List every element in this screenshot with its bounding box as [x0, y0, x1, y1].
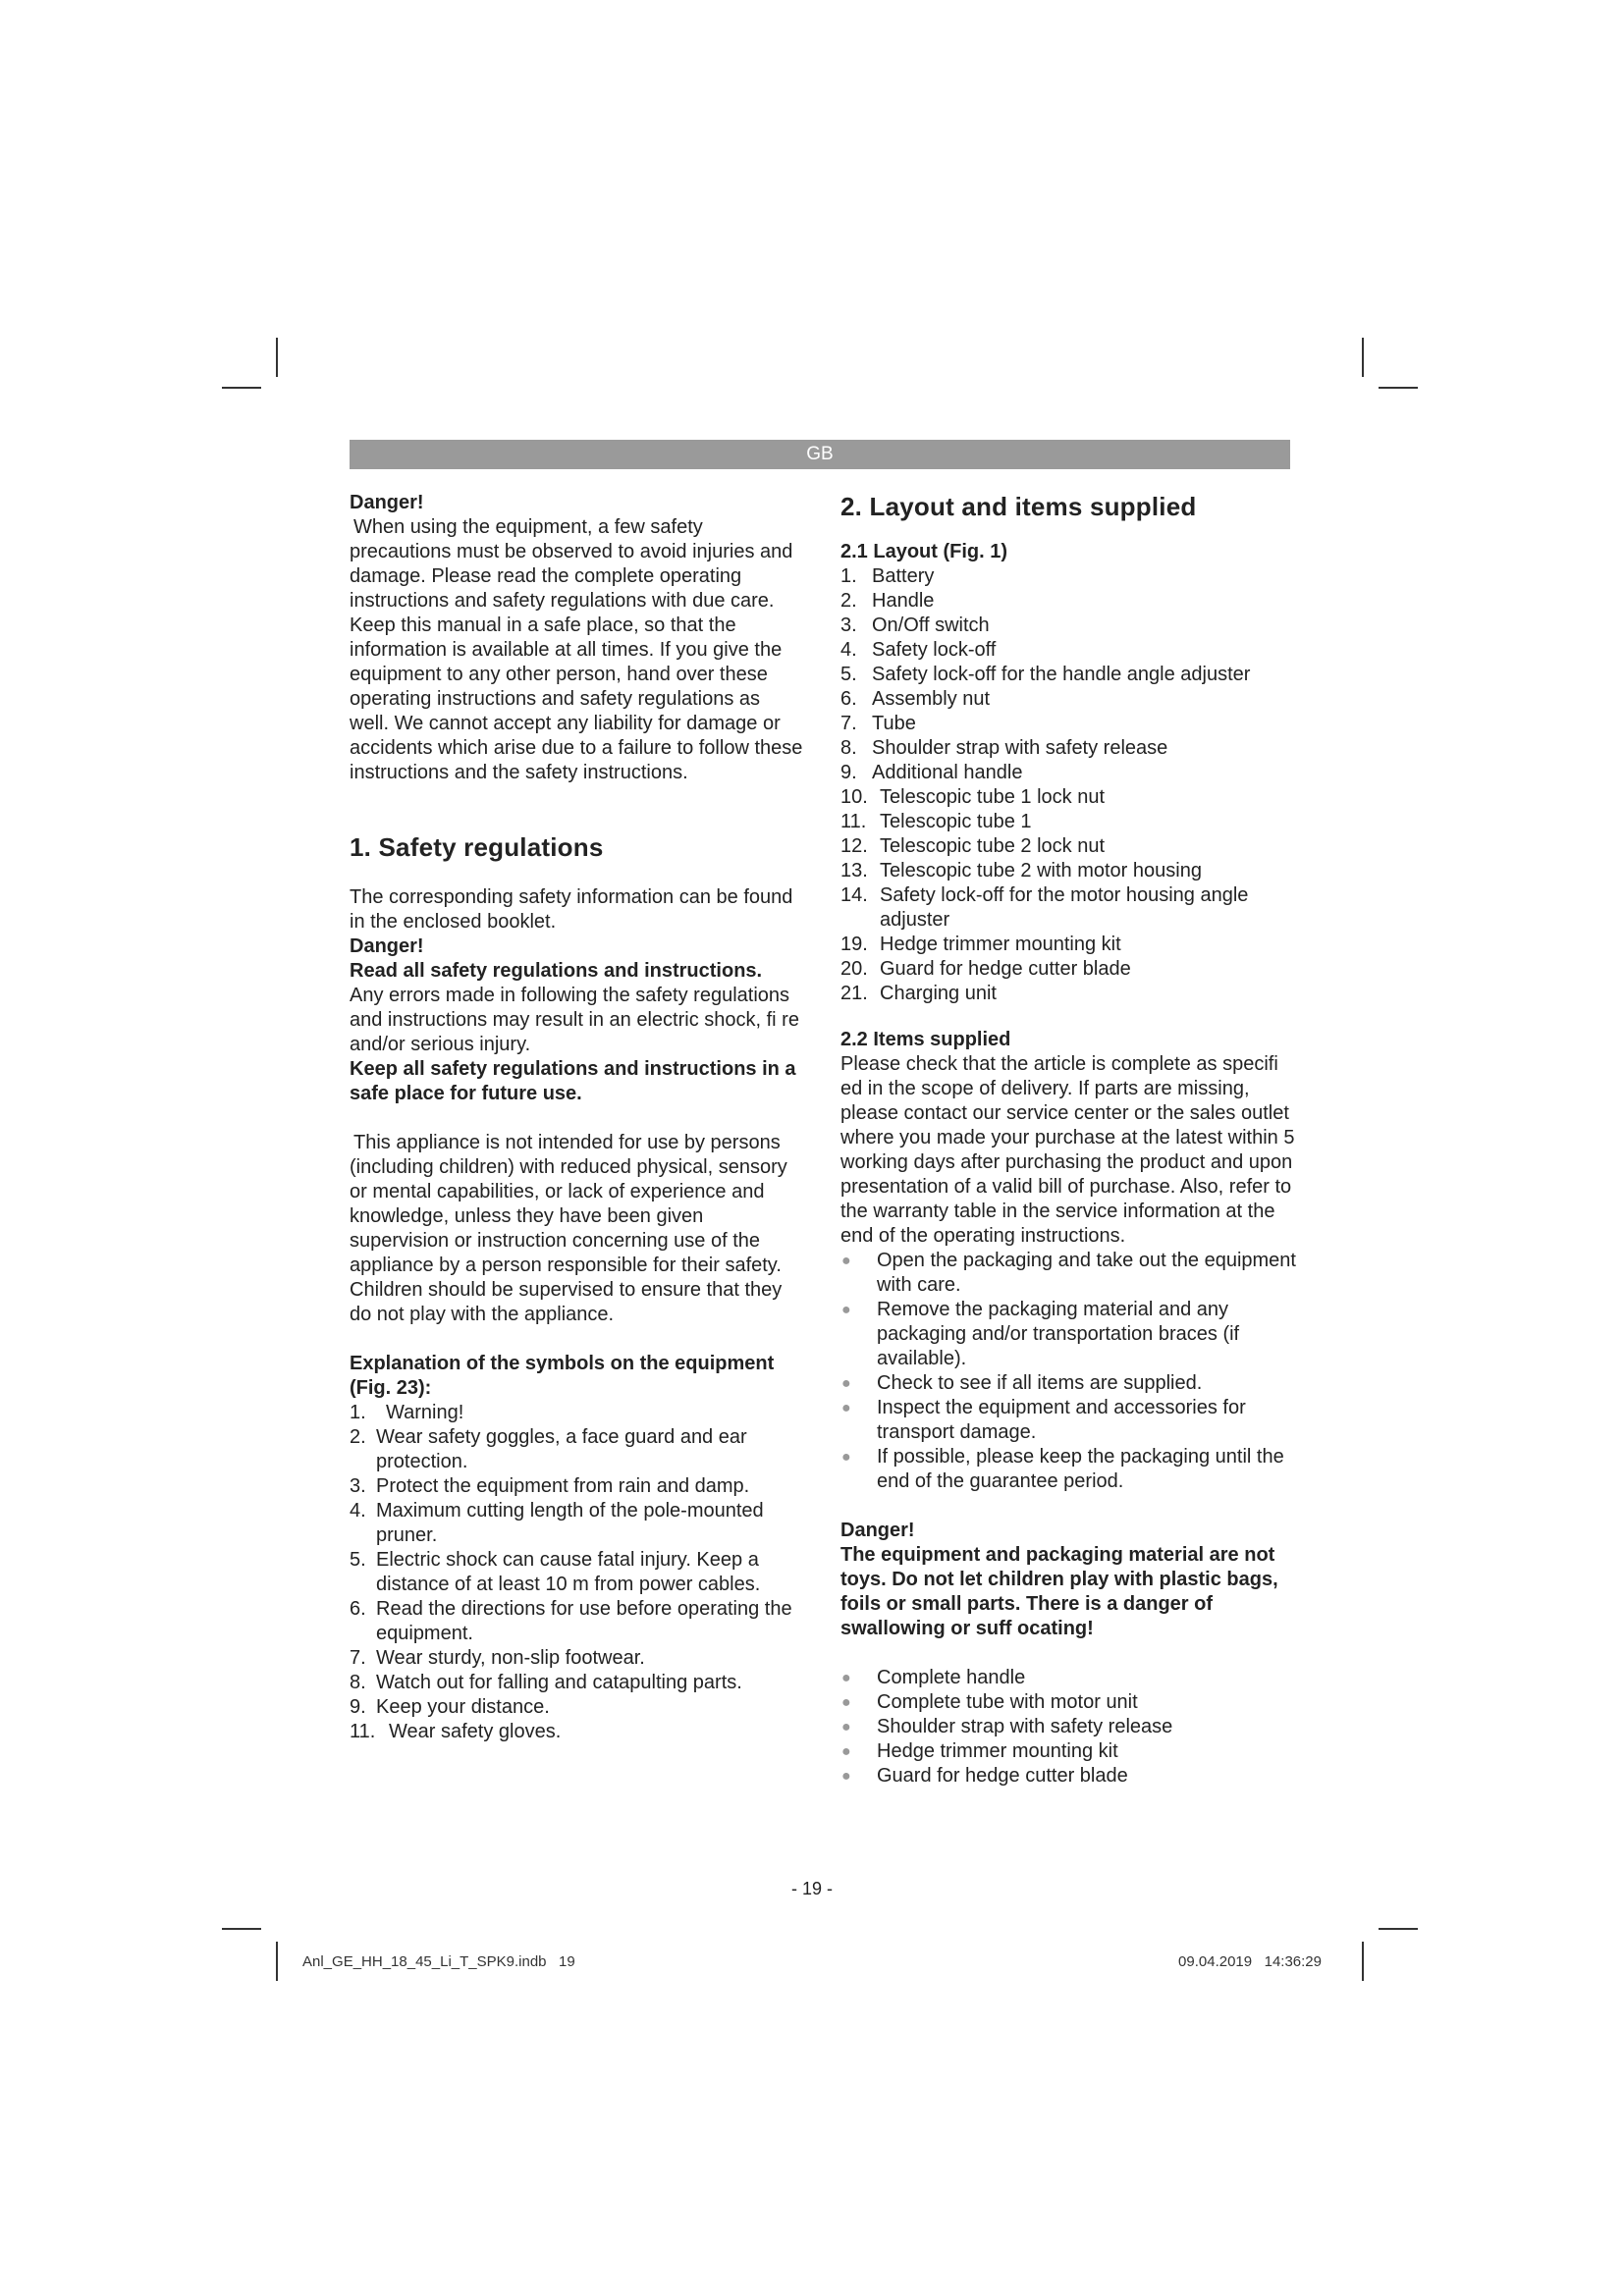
bullet-icon: ●: [841, 1302, 851, 1318]
list-item: 7. Wear sturdy, non-slip footwear.: [350, 1647, 645, 1669]
danger-heading: Danger!: [350, 492, 424, 513]
safety-intro: The corresponding safety information can be found in the enclosed booklet.: [350, 886, 793, 933]
danger-warning: The equipment and packaging material are not toys. Do not let children play with plastic bags, foils or small parts. There is a danger of swallowing or suff ocating!: [840, 1544, 1278, 1639]
bullet-icon: ●: [841, 1719, 851, 1735]
list-item: 9. Additional handle: [840, 762, 1023, 783]
crop-mark: [222, 387, 261, 389]
list-item: 5. Safety lock-off for the handle angle adjuster: [840, 664, 1251, 685]
bullet-icon: ●: [841, 1694, 851, 1711]
bullet-icon: ●: [841, 1743, 851, 1760]
layout-list: [840, 564, 1302, 1006]
right-column: [840, 491, 1302, 1789]
bullet-icon: ●: [841, 1400, 851, 1416]
symbols-list: [350, 1401, 803, 1744]
crop-mark: [276, 338, 278, 377]
left-column: [350, 491, 803, 1744]
list-item: ● Complete handle: [841, 1667, 1026, 1688]
list-item: 3. Protect the equipment from rain and damp.: [350, 1475, 750, 1497]
crop-mark: [1379, 387, 1418, 389]
language-header-bar: GB: [350, 440, 1290, 469]
list-item: ● Open the packaging and take out the equipment with care.: [841, 1250, 1296, 1296]
bullet-icon: ●: [841, 1253, 851, 1269]
bullet-icon: ●: [841, 1670, 851, 1686]
crop-mark: [276, 1942, 278, 1981]
list-item: 21. Charging unit: [840, 983, 997, 1004]
list-item: 11. Telescopic tube 1: [840, 811, 1032, 832]
crop-mark: [1362, 1942, 1364, 1981]
danger-heading: Danger!: [350, 935, 424, 957]
crop-mark: [222, 1928, 261, 1930]
keep-instructions: Keep all safety regulations and instructions in a safe place for future use.: [350, 1058, 796, 1104]
list-item: 19. Hedge trimmer mounting kit: [840, 934, 1121, 955]
footer-timestamp: 09.04.2019 14:36:29: [1178, 1953, 1322, 1970]
list-item: 8. Watch out for falling and catapulting parts.: [350, 1672, 742, 1693]
list-item: ● Remove the packaging material and any packaging and/or transportation braces (if available).: [841, 1299, 1240, 1369]
list-item: 1. Warning!: [350, 1402, 464, 1423]
list-item: 6. Assembly nut: [840, 688, 991, 710]
list-item: 9. Keep your distance.: [350, 1696, 550, 1718]
bullet-icon: ●: [841, 1375, 851, 1392]
supplied-list: [840, 1666, 1302, 1789]
list-item: 7. Tube: [840, 713, 916, 734]
bullet-icon: ●: [841, 1449, 851, 1466]
list-item: ● Inspect the equipment and accessories for transport damage.: [841, 1397, 1246, 1443]
layout-subheading: 2.1 Layout (Fig. 1): [840, 541, 1008, 562]
danger-instruction: Read all safety regulations and instructions.: [350, 960, 763, 982]
list-item: 8. Shoulder strap with safety release: [840, 737, 1168, 759]
danger-paragraph: Any errors made in following the safety regulations and instructions may result in an electric shock, fi re and/or serious injury.: [350, 985, 799, 1055]
list-item: 11. Wear safety gloves.: [350, 1721, 562, 1742]
list-item: 4. Safety lock-off: [840, 639, 997, 661]
items-paragraph: Please check that the article is complete as specifi ed in the scope of delivery. If parts are missing, please contact our service center or the sales outlet where you made your purchase at the latest within 5 working days after purchasing the product and upon presentation of a valid bill of purchase. Also, refer to the warranty table in the service information at the end of the operating instructions.: [840, 1053, 1295, 1247]
list-item: 5. Electric shock can cause fatal injury. Keep a distance of at least 10 m from power cables.: [350, 1549, 761, 1595]
list-item: 13. Telescopic tube 2 with motor housing: [840, 860, 1202, 881]
list-item: 20. Guard for hedge cutter blade: [840, 958, 1131, 980]
symbols-heading: Explanation of the symbols on the equipment (Fig. 23):: [350, 1353, 775, 1399]
list-item: ● If possible, please keep the packaging until the end of the guarantee period.: [841, 1446, 1284, 1492]
page-number: - 19 -: [790, 1879, 833, 1898]
list-item: ● Shoulder strap with safety release: [841, 1716, 1173, 1737]
list-item: 12. Telescopic tube 2 lock nut: [840, 835, 1106, 857]
crop-mark: [1379, 1928, 1418, 1930]
danger-paragraph: When using the equipment, a few safety precautions must be observed to avoid injuries and damage. Please read the complete operating instructions and safety regulations with due care. Keep this manual in a safe place, so that the information is available at all times. If you give the equipment to any other person, hand over these operating instructions and safety regulations as well. We cannot accept any liability for damage or accidents which arise due to a failure to follow these instructions and the safety instructions.: [350, 516, 803, 783]
list-item: 6. Read the directions for use before operating the equipment.: [350, 1598, 792, 1644]
section-heading-layout: 2. Layout and items supplied: [840, 492, 1197, 521]
list-item: ● Check to see if all items are supplied.: [841, 1372, 1203, 1394]
list-item: 14. Safety lock-off for the motor housing angle adjuster: [840, 884, 1249, 931]
crop-mark: [1362, 338, 1364, 377]
footer-filename: Anl_GE_HH_18_45_Li_T_SPK9.indb 19: [302, 1953, 575, 1970]
list-item: ● Guard for hedge cutter blade: [841, 1765, 1128, 1787]
list-item: ● Complete tube with motor unit: [841, 1691, 1138, 1713]
list-item: 3. On/Off switch: [840, 614, 990, 636]
list-item: 2. Handle: [840, 590, 935, 612]
danger-heading: Danger!: [840, 1520, 915, 1541]
check-list: [840, 1249, 1302, 1494]
bullet-icon: ●: [841, 1768, 851, 1785]
list-item: 1. Battery: [840, 565, 935, 587]
list-item: 2. Wear safety goggles, a face guard and ear protection.: [350, 1426, 747, 1472]
items-subheading: 2.2 Items supplied: [840, 1029, 1011, 1050]
list-item: 10. Telescopic tube 1 lock nut: [840, 786, 1106, 808]
section-heading-safety: 1. Safety regulations: [350, 832, 604, 862]
list-item: ● Hedge trimmer mounting kit: [841, 1740, 1118, 1762]
appliance-paragraph: This appliance is not intended for use by persons (including children) with reduced physical, sensory or mental capabilities, or lack of experience and knowledge, unless they have been given supervision or instruction concerning use of the appliance by a person responsible for their safety. Children should be supervised to ensure that they do not play with the appliance.: [350, 1132, 787, 1325]
list-item: 4. Maximum cutting length of the pole-mounted pruner.: [350, 1500, 764, 1546]
